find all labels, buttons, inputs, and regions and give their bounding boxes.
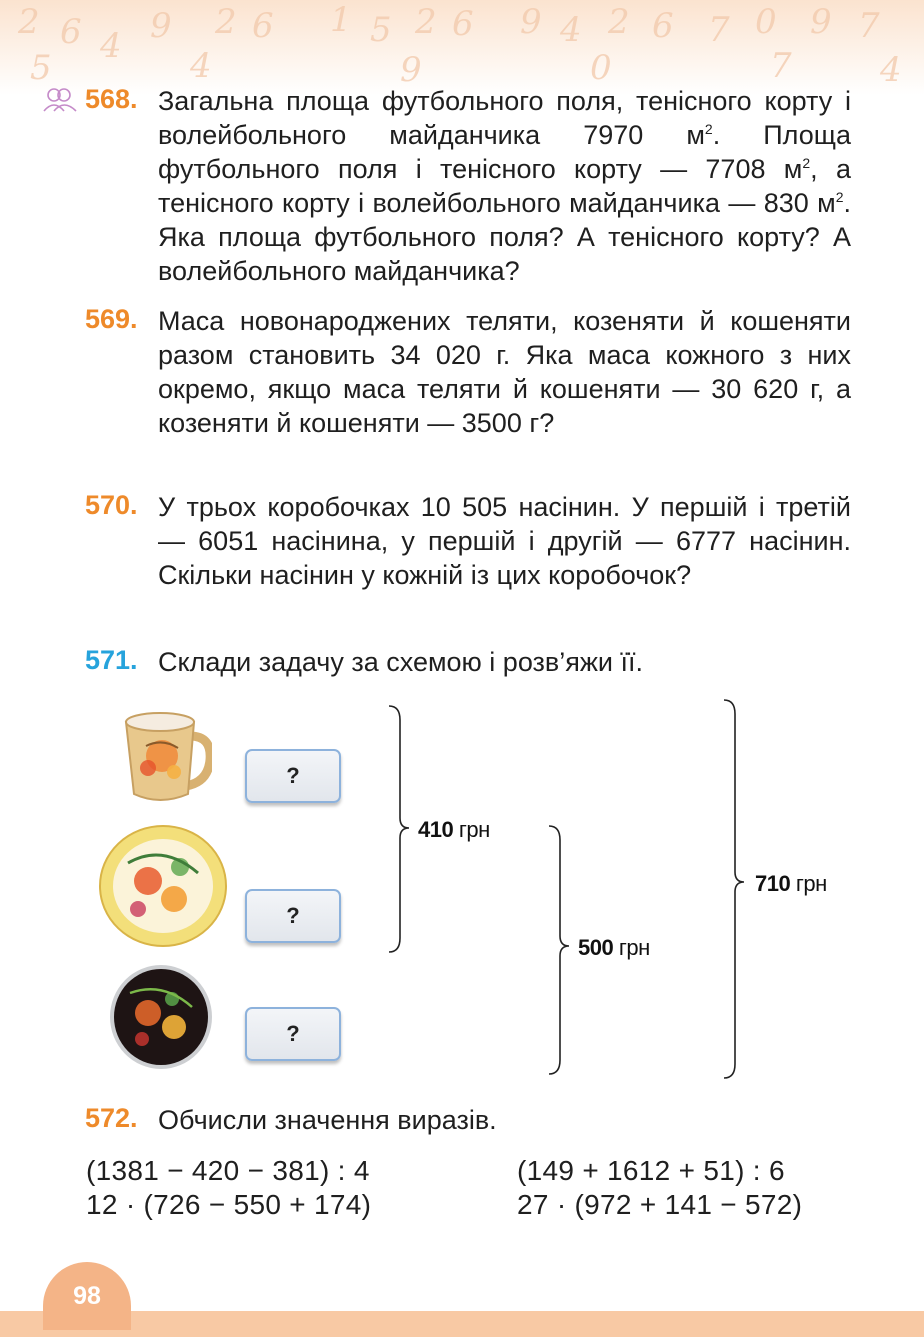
bottom-decor-band xyxy=(0,1311,924,1337)
brace-710 xyxy=(724,700,744,1078)
answer-box[interactable]: ? xyxy=(245,1007,341,1061)
decor-digit: 6 xyxy=(452,4,474,44)
page-number: 98 xyxy=(43,1262,131,1330)
task-number: 568. xyxy=(85,84,138,114)
task-number: 569. xyxy=(85,304,138,334)
decor-digit: 0 xyxy=(590,48,612,88)
brace-410 xyxy=(389,706,409,952)
decor-digit: 4 xyxy=(560,10,582,50)
task-text: Обчисли значення виразів. xyxy=(158,1105,497,1135)
answer-box[interactable]: ? xyxy=(245,749,341,803)
decor-digit: 5 xyxy=(30,48,52,88)
decor-digit: 0 xyxy=(755,2,777,42)
decor-digit: 2 xyxy=(608,2,630,42)
expression: (1381 − 420 − 381) : 4 xyxy=(86,1155,370,1186)
decor-digit: 6 xyxy=(60,12,82,52)
decor-digit: 4 xyxy=(190,46,212,86)
decor-digit: 9 xyxy=(400,50,422,90)
decor-digit: 4 xyxy=(880,50,902,90)
total-710: 710 грн xyxy=(755,871,827,896)
task-number: 570. xyxy=(85,490,138,520)
decor-digit: 9 xyxy=(520,2,542,42)
expression: (149 + 1612 + 51) : 6 xyxy=(517,1155,785,1186)
decor-digit: 1 xyxy=(330,0,352,40)
total-500: 500 грн xyxy=(578,935,650,960)
decor-digit: 6 xyxy=(252,6,274,46)
decor-digit: 2 xyxy=(415,2,437,42)
decor-digit: 9 xyxy=(150,6,172,46)
decor-digit: 2 xyxy=(215,2,237,42)
task-text: Маса новонароджених теляти, козеняти й кошеняти разом становить 34 020 г. Яка маса кожного з них окремо, якщо маса теляти й кошеняти — 30 620 г, а козеняти й кошеняти — 3500 г? xyxy=(158,306,851,438)
decor-digit: 7 xyxy=(770,46,792,86)
decor-digit: 5 xyxy=(370,10,392,50)
decor-digit: 7 xyxy=(708,10,730,50)
task-text: Загальна площа футбольного поля, тенісного корту і волейбольного майданчика 7970 $м^2$. Площа футбольного поля і тенісного корту — 7708 $м^2$, а тенісного корту і волейбольного майданчика — 830 $м^2$. Яка площа футбольного поля? А тенісного корту? А волейбольного майданчика? xyxy=(158,86,851,286)
brace-500 xyxy=(549,826,569,1074)
task-text: Склади задачу за схемою і розв’яжи її. xyxy=(158,647,644,677)
expression: 27 · (972 + 141 − 572) xyxy=(517,1189,803,1220)
decor-digit: 7 xyxy=(858,6,880,46)
decor-digit: 6 xyxy=(652,6,674,46)
task-number: 571. xyxy=(85,645,138,675)
answer-box[interactable]: ? xyxy=(245,889,341,943)
task-text: У трьох коробочках 10 505 насінин. У першій і третій — 6051 насінина, у першій і другій — 6777 насінин. Скільки насінин у кожній із цих коробочок? xyxy=(158,492,851,590)
task-number: 572. xyxy=(85,1103,138,1133)
decor-digit: 2 xyxy=(18,2,40,42)
decor-digit: 4 xyxy=(100,26,122,66)
expression: 12 · (726 − 550 + 174) xyxy=(86,1189,372,1220)
total-410: 410 грн xyxy=(418,817,490,842)
decor-digit: 9 xyxy=(810,2,832,42)
